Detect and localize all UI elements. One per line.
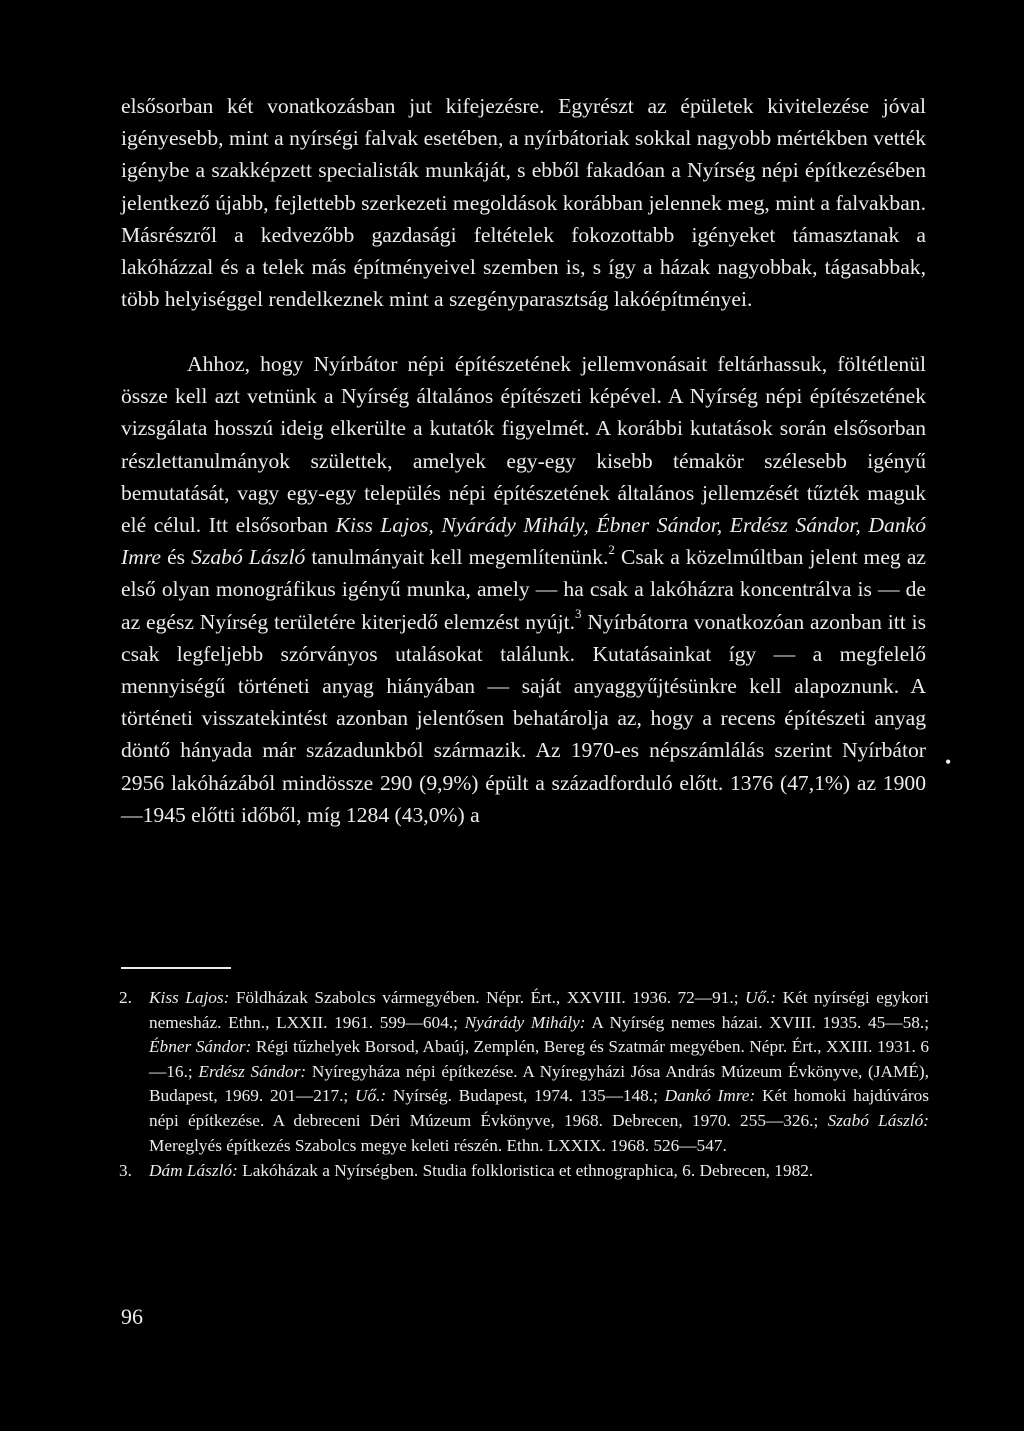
footnote-2-text-1: Földházak Szabolcs vármegyében. Népr. Ért., XXVIII. 1936. 72—91.;: [229, 988, 745, 1007]
margin-dot-mark: •: [945, 752, 952, 772]
paragraph-2-text-a: Ahhoz, hogy Nyírbátor népi építészetének jellemvonásait feltárhassuk, föltétlenül össze kell azt vetnünk a Nyírség általános építészeti képével. A Nyírség népi építészetének vizsgálata hosszú ideig elkerülte a kutatók figyelmét. A korábbi kutatások során elsősorban részlettanulmányok születtek, amelyek egy-egy kisebb témakör szélesebb igényű bemutatását, vagy egy-egy település népi építészetének általános jellemzését tűzték maguk elé célul. Itt elsősorban: [121, 352, 926, 538]
footnote-2-text-6: Nyírség. Budapest, 1974. 135—148.;: [386, 1086, 665, 1106]
footnote-3-author-1: Dám László:: [149, 1161, 238, 1181]
footnote-2-text-2: Két nyírségi egykori nemesház. Ethn., LXXII. 1961. 599—604.;: [149, 988, 929, 1032]
paragraph-1: [121, 90, 926, 315]
paragraph-2-text-c: tanulmányait kell megemlítenünk.: [305, 545, 609, 570]
footnote-2-author-1: Kiss Lajos:: [149, 988, 230, 1007]
footnote-2: [119, 986, 929, 1158]
footnote-3-number: 3.: [119, 1161, 132, 1181]
paragraph-2-text-b: és: [160, 545, 192, 570]
footnote-3: [119, 1159, 929, 1184]
footnote-ref-2[interactable]: 2: [608, 542, 615, 558]
footnote-ref-3[interactable]: 3: [575, 606, 582, 622]
footnote-2-author-2: Uő.:: [744, 988, 777, 1007]
paragraph-2-text-d: Csak a közelmúltban jelent meg az első olyan monográfikus igényű munka, amely — ha csak a lakóházra koncentrálva is — de az egész Nyírség területére kiterjedő elemzést nyújt.: [121, 545, 926, 634]
footnote-2-text-8: Mereglyés építkezés Szabolcs megye keleti részén. Ethn. LXXIX. 1968. 526—547.: [149, 1135, 727, 1155]
paragraph-2-text-e: Nyírbátorra vonatkozóan azonban itt is csak legfeljebb szórványos utalásokat találunk. Kutatásainkat így — a megfelelő mennyiségű történeti anyag hiányában — saját anyaggyűjtésünkre kell alapoznunk. A történeti visszatekintést azonban jelentősen behatárolja az, hogy a recens építészeti anyag döntő hányada már századunkból származik. Az 1970-es népszámlálás szerint Nyírbátor 2956 lakóházából mindössze 290 (9,9%) épült a századforduló előtt. 1376 (47,1%) az 1900—1945 előtti időből, míg 1284 (43,0%) a: [121, 609, 926, 827]
footnote-2-author-8: Szabó László:: [827, 1110, 929, 1130]
footnote-2-text-7: Két homoki hajdúváros népi építkezése. A debreceni Déri Múzeum Évkönyve, 1968. Debrecen, 1970. 255—326.;: [149, 1086, 930, 1130]
author-name-szabo: Szabó László: [191, 545, 306, 570]
paragraph-2: [121, 348, 926, 831]
footnote-2-number: 2.: [119, 988, 132, 1007]
footnote-2-text-5: Nyíregyháza népi építkezése. A Nyíregyházi Jósa András Múzeum Évkönyve, (JAMÉ), Budapest, 1969. 201—217.;: [149, 1061, 929, 1106]
page-number: 96: [121, 1304, 143, 1329]
footnotes: [119, 986, 929, 1184]
footnote-2-author-6: Uő.:: [354, 1086, 387, 1106]
paragraph-1-text: elsősorban két vonatkozásban jut kifejezésre. Egyrészt az épületek kivitelezése jóval igényesebb, mint a nyírségi falvak esetében, a nyírbátoriak sokkal nagyobb mértékben vették igénybe a szakképzett specialisták munkáját, s ebből fakadóan a Nyírség népi építkezésében jelentkező újabb, fejlettebb szerkezeti megoldások korábban jelennek meg, mint a falvakban. Másrészről a kedvezőbb gazdasági feltételek fokozottabb igényeket támasztanak a lakóházzal és a telek más építményeivel szemben is, s így a házak nagyobbak, tágasabbak, több helyiséggel rendelkeznek mint a szegényparasztság lakóépítményei.: [121, 94, 926, 312]
footnote-2-author-7: Dankó Imre:: [664, 1086, 756, 1106]
footnote-3-text-1: Lakóházak a Nyírségben. Studia folkloristica et ethnographica, 6. Debrecen, 1982.: [237, 1161, 814, 1181]
footnote-2-author-3: Nyárády Mihály:: [464, 1012, 586, 1032]
footnote-divider: [121, 967, 231, 969]
footnote-2-text-3: A Nyírség nemes házai. XVIII. 1935. 45—58.;: [585, 1012, 930, 1032]
author-names-italic: Kiss Lajos, Nyárády Mihály, Ébner Sándor, Erdész Sándor, Dankó Imre: [121, 513, 926, 570]
footnote-2-author-4: Ébner Sándor:: [149, 1037, 252, 1057]
footnote-2-text-4: Régi tűzhelyek Borsod, Abaúj, Zemplén, Bereg és Szatmár megyében. Népr. Ért., XXIII. 1931. 6—16.;: [149, 1037, 929, 1081]
footnote-2-author-5: Erdész Sándor:: [198, 1061, 307, 1081]
